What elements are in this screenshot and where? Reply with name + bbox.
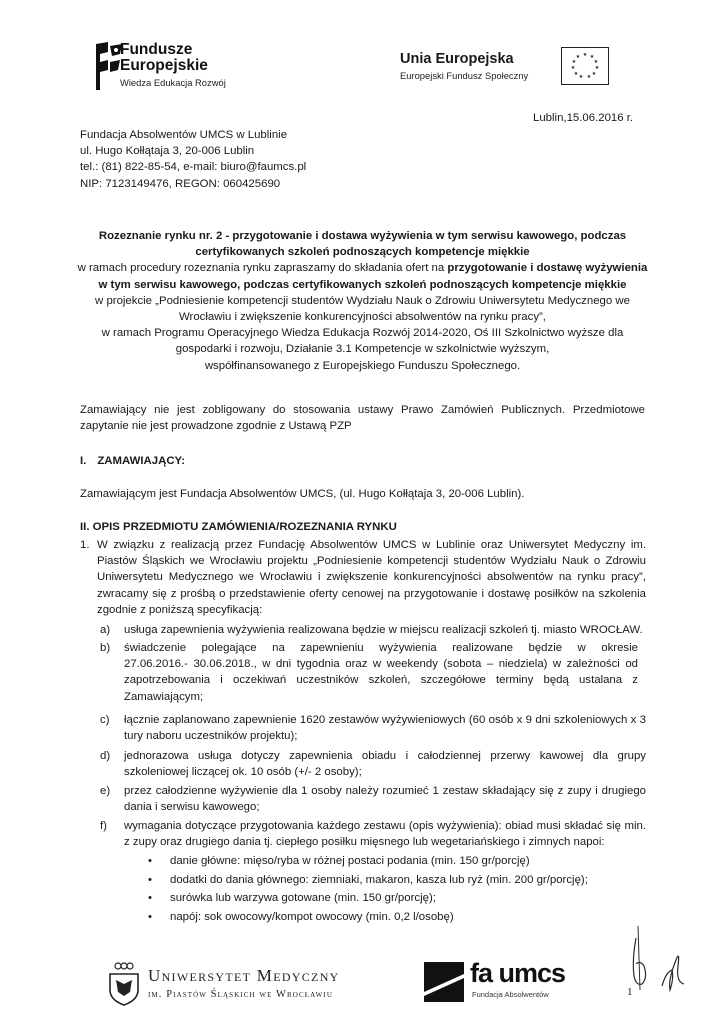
sub-item-letter: d): [100, 750, 111, 762]
fe-title-line1: Fundusze: [120, 41, 193, 58]
eu-flag-icon: [561, 47, 609, 85]
svg-text:★: ★: [571, 59, 577, 65]
notice-paragraph: [80, 402, 645, 434]
title-line: Rozeznanie rynku nr. 2 - przygotowanie i dostawa wyżywienia w tym serwisu kawowego, podczas: [98, 230, 627, 242]
svg-text:★: ★: [589, 54, 595, 60]
bullet-item: • surówka lub warzywa gotowane (min. 150 gr/porcję);: [148, 890, 588, 909]
sub-item-letter: f): [100, 820, 107, 832]
title-line: w ramach Programu Operacyjnego Wiedza Edukacja Rozwój 2014-2020, Oś III Szkolnictwo wyższe dla: [101, 327, 624, 340]
sub-item-line: łącznie zaplanowano zapewnienie 1620 zestawów wyżywieniowych (60 osób x 9 dni szkoleniowych x 3: [124, 714, 646, 726]
bullet-item: • dodatki do dania głównego: ziemniaki, makaron, kasza lub ryż (min. 200 gr/porcję);: [148, 872, 588, 891]
sender-block: [80, 127, 306, 192]
um-subname: im. Piastów Śląskich we Wrocławiu: [148, 989, 333, 1000]
svg-text:★: ★: [582, 52, 588, 58]
fe-title-line2: Europejskie: [120, 57, 208, 74]
sub-item-letter: b): [100, 642, 111, 654]
item-number: 1.: [80, 539, 90, 551]
section-1-heading: I. ZAMAWIAJĄCY:: [80, 455, 186, 467]
title-line: Wrocławiu i zwiększenie konkurencyjności absolwentów na rynku pracy”,: [179, 311, 546, 324]
bullet-item: • napój: sok owocowy/kompot owocowy (min. 0,2 l/osobę): [148, 909, 588, 928]
title-line: w projekcie „Podniesienie kompetencji studentów Wydziału Nauk o Zdrowiu Uniwersytetu Medycznego we: [95, 294, 630, 307]
sub-item-d: [124, 748, 646, 780]
sender-line: Fundacja Absolwentów UMCS w Lublinie: [80, 129, 288, 141]
bullet-icon: •: [148, 855, 152, 867]
title-line: w ramach procedury rozeznania rynku zapraszamy do składania ofert na przygotowanie i dostawę wyżywienia: [77, 262, 648, 275]
svg-text:★: ★: [575, 54, 581, 60]
svg-text:★: ★: [594, 65, 600, 71]
svg-text:★: ★: [570, 65, 576, 71]
faumcs-mark-icon: [424, 962, 464, 1002]
sub-item-e: [124, 783, 646, 815]
sub-item-line: usługa zapewnienia wyżywienia realizowana będzie w miejscu realizacji szkoleń tj. miasto WROCŁAW.: [124, 624, 643, 636]
svg-text:★: ★: [573, 71, 579, 77]
um-crest-icon: [106, 962, 142, 1006]
title-line: współfinansowanego z Europejskiego Funduszu Społecznego.: [204, 359, 521, 372]
eu-subtitle: Europejski Fundusz Społeczny: [400, 70, 529, 81]
section-1-text: Zamawiającym jest Fundacja Absolwentów UMCS, (ul. Hugo Kołłątaja 3, 20-006 Lublin).: [80, 488, 525, 500]
notice-line: Zamawiający nie jest zobligowany do stosowania ustawy Prawo Zamówień Publicznych. Przedmiotowe: [80, 404, 645, 416]
faumcs-name: fa umcs: [470, 958, 566, 988]
um-logo: [106, 962, 366, 1008]
sub-item-line: tury naboru uczestników projektu);: [124, 730, 298, 743]
bullet-list: [148, 853, 588, 927]
bullet-item: • danie główne: mięso/ryba w różnej postaci podania (min. 150 gr/porcję): [148, 853, 588, 872]
sub-item-line: przez całodzienne wyżywienie dla 1 osoby należy rozumieć 1 zestaw składający się z zupy i drugiego: [124, 785, 646, 797]
bullet-icon: •: [148, 873, 152, 886]
faumcs-logo: [424, 960, 574, 1004]
sub-item-letter: e): [100, 785, 111, 797]
signature-initials: [628, 920, 698, 1002]
fe-subtitle: Wiedza Edukacja Rozwój: [120, 77, 226, 88]
sub-item-line: szkoleniowej liczącej ok. 10 osób (+/- 2 osoby);: [124, 766, 362, 779]
eu-logo: [398, 46, 613, 90]
svg-text:★: ★: [593, 59, 599, 65]
svg-text:★: ★: [578, 74, 584, 80]
sub-item-line: jednorazowa usługa dotyczy zapewnienia obiadu i całodziennej przerwy kawowej dla grupy: [124, 750, 646, 762]
sub-item-a: [124, 622, 646, 638]
notice-line: zapytanie nie jest prowadzone zgodnie z Ustawą PZP: [80, 420, 352, 433]
sender-line: NIP: 7123149476, REGON: 060425690: [80, 177, 281, 190]
title-line: certyfikowanych szkoleń podnoszących kompetencje miękkie: [195, 246, 530, 259]
document-title-block: [40, 228, 685, 374]
sub-item-line: z zupy oraz drugiego dania tj. ciepłego posiłku mięsnego lub wegetariańskiego i zimnych napoi:: [124, 836, 605, 849]
svg-text:★: ★: [586, 74, 592, 80]
section-2-heading: II. OPIS PRZEDMIOTU ZAMÓWIENIA/ROZEZNANIA RYNKU: [80, 521, 397, 533]
sub-item-line: świadczenie polegające na zapewnieniu wyżywienia realizowane będzie w okresie: [124, 642, 638, 654]
sub-item-letter: a): [100, 624, 111, 636]
bullet-icon: •: [148, 910, 152, 923]
sub-item-line: zapotrzebowania i oczekiwań uczestników szkoleń, szczegółowe terminy będą ustalana z: [124, 674, 638, 687]
item-line: W związku z realizacją przez Fundację Absolwentów UMCS w Lublinie oraz Uniwersytet Medyczny im.: [97, 539, 646, 551]
title-line: gospodarki i rozwoju, Działanie 3.1 Kompetencje w szkolnictwie wyższym,: [175, 343, 550, 356]
fe-logo: [94, 38, 274, 98]
item-line: Piastów Śląskich we Wrocławiu projektu „Podniesienie kompetencji studentów Wydziału Nauk o Zdrowiu: [97, 555, 646, 568]
sub-item-c: [124, 712, 646, 744]
title-line: w tym serwisu kawowego, podczas certyfikowanych szkoleń podnoszących kompetencje miękkie: [98, 278, 627, 291]
sub-item-line: wymagania dotyczące przygotowania każdego zestawu (opis wyżywienia): obiad musi składać się min.: [124, 820, 646, 832]
sub-item-b: [124, 640, 638, 705]
item-line: zgodnie z poniższą specyfikacją:: [97, 603, 263, 616]
bullet-icon: •: [148, 892, 152, 904]
item-1-paragraph: [97, 537, 646, 618]
sub-item-letter: c): [100, 714, 110, 726]
faumcs-subname: Fundacja Absolwentów: [472, 990, 549, 999]
sub-item-line: dania i serwisu kawowego;: [124, 801, 260, 814]
page-number: 1: [627, 986, 633, 998]
sub-item-line: 27.06.2016.- 30.06.2018., w dni tygodnia oraz w weekendy (sobota – niedziela) w zależności od: [124, 658, 638, 671]
sender-line: ul. Hugo Kołłątaja 3, 20-006 Lublin: [80, 145, 255, 158]
eu-title: Unia Europejska: [400, 51, 514, 67]
um-name: Uniwersytet Medyczny: [148, 966, 340, 985]
sub-item-line: Zamawiającym;: [124, 690, 204, 703]
sub-item-f: [124, 818, 646, 850]
item-line: zwracamy się z prośbą o przedstawienie oferty cenowej na przygotowanie i dostawę posiłków na szkolenia: [97, 587, 646, 600]
sender-line: tel.: (81) 822-85-54, e-mail: biuro@faumcs.pl: [80, 161, 307, 174]
svg-text:★: ★: [591, 71, 597, 77]
letter-date: Lublin,15.06.2016 r.: [533, 112, 634, 124]
item-line: Uniwersytetu Medycznego we Wrocławiu i zwiększenie konkurencyjności absolwentów na rynku pracy”,: [97, 571, 646, 584]
